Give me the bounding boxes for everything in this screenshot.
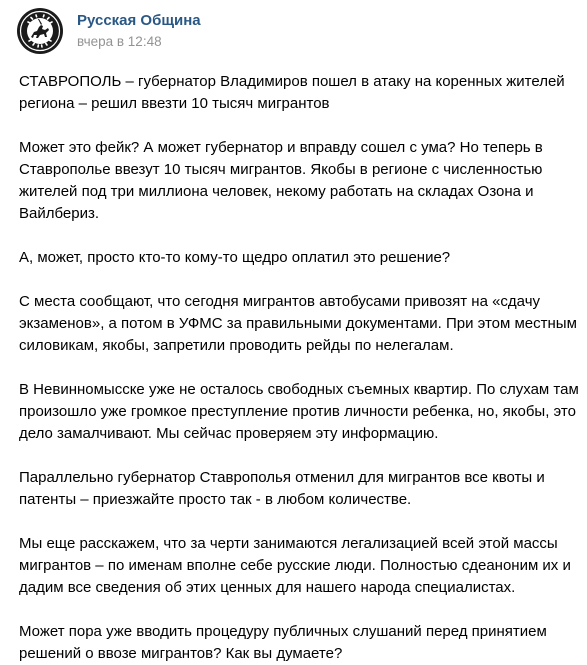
avatar[interactable] (17, 8, 63, 54)
author-name-link[interactable]: Русская Община (77, 12, 201, 29)
post-paragraph: Мы еще расскажем, что за черти занимаются легализацией всей этой массы мигрантов – по именам вполне себе русские люди. Полностью сдеаноним их и дадим все сведения об этих ценных для нашего народа специалистах. (19, 535, 571, 596)
post-paragraph: Параллельно губернатор Ставрополья отменил для мигрантов все квоты и патенты – приезжайте просто так - в любом количестве. (19, 469, 545, 508)
post-paragraph: Может пора уже вводить процедуру публичных слушаний перед принятием решений о ввозе мигрантов? Как вы думаете? (19, 623, 547, 662)
post-paragraph-headline: СТАВРОПОЛЬ – губернатор Владимиров пошел в атаку на коренных жителей региона – решил ввезти 10 тысяч мигрантов (19, 73, 565, 112)
post-paragraph: С места сообщают, что сегодня мигрантов автобусами привозят на «сдачу экзаменов», а потом в УФМС за правильными документами. При этом местным силовикам, якобы, запретили проводить рейды по нелегалам. (19, 293, 577, 354)
russian-community-emblem-icon (17, 8, 63, 54)
author-block (77, 11, 201, 51)
post-text (19, 71, 579, 665)
post-paragraph: А, может, просто кто-то кому-то щедро оплатил это решение? (19, 249, 451, 266)
post-paragraph: Может это фейк? А может губернатор и вправду сошел с ума? Но теперь в Ставрополье ввезут 10 тысяч мигрантов. Якобы в регионе с численностью жителей под три миллиона человек, некому работать на складах Озона и Вайлбериз. (19, 139, 543, 222)
post-time-link[interactable]: вчера в 12:48 (77, 34, 162, 49)
post-paragraph: В Невинномысске уже не осталось свободных съемных квартир. По слухам там произошло уже громкое преступление против личности ребенка, но, якобы, это дело замалчивают. Мы сейчас проверяем эту информацию. (19, 381, 579, 442)
post-header (17, 8, 201, 54)
